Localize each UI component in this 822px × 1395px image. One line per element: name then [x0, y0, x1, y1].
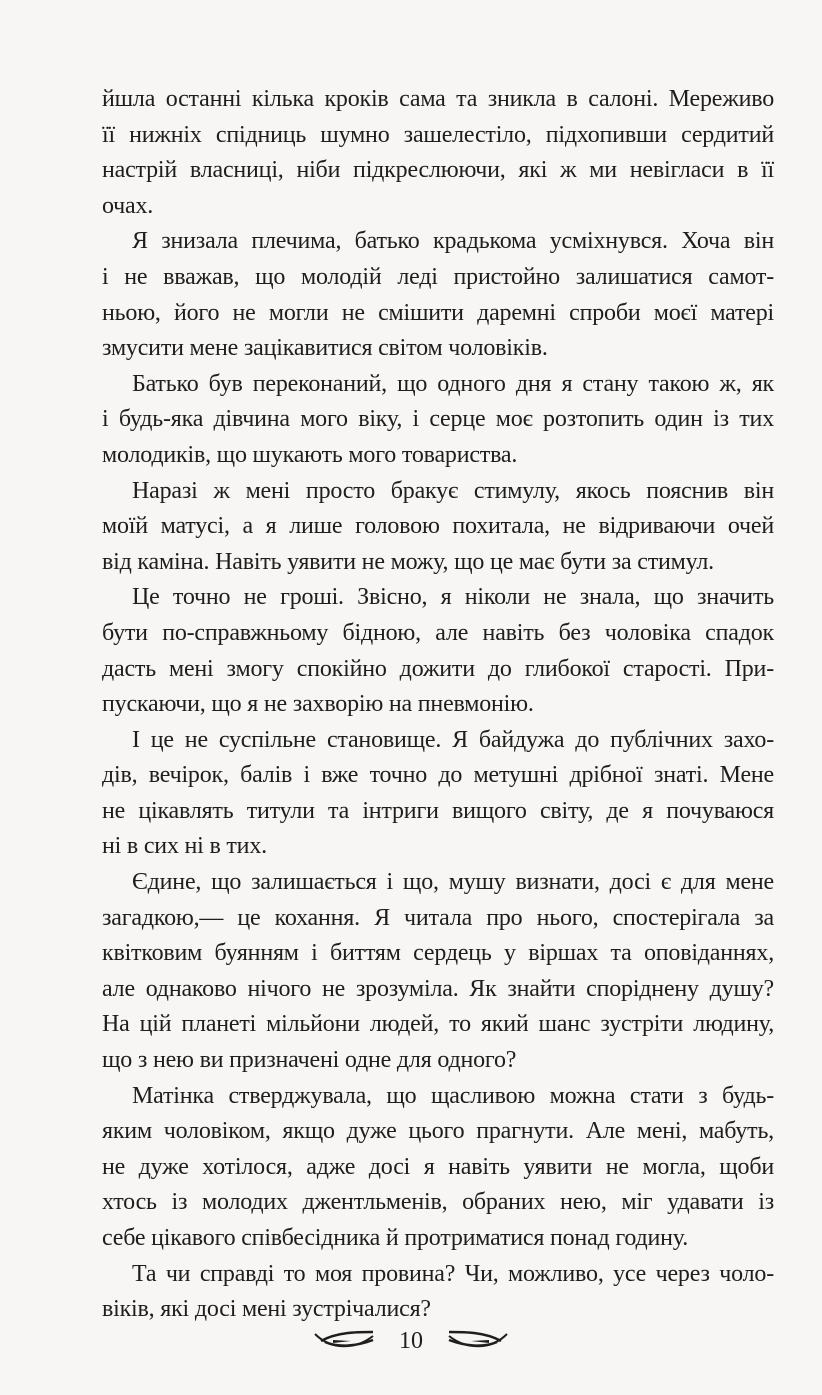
paragraph — [102, 224, 774, 366]
text-line: Це точно не гроші. Звісно, я ніколи не знала, що значить — [132, 584, 774, 611]
text-line: віків, які досі мені зустрічалися? — [102, 1296, 431, 1323]
text-line: хтось із молодих джентльменів, обраних нею, міг удавати із — [102, 1189, 774, 1216]
text-line: її нижніх спідниць шумно зашелестіло, підхопивши сердитий — [102, 121, 774, 148]
text-line: що з нею ви призначені одне для одного? — [102, 1047, 517, 1074]
page-number: 10 — [399, 1327, 423, 1354]
text-line: яким чоловіком, якщо дуже цього прагнути. Але мені, мабуть, — [102, 1118, 774, 1145]
text-line: пускаючи, що я не захворію на пневмонію. — [102, 691, 534, 718]
text-line: себе цікавого співбесідника й протриматися понад годину. — [102, 1225, 688, 1251]
right-flourish-ornament-icon — [445, 1328, 511, 1354]
paragraph — [102, 1079, 774, 1257]
text-line: ньою, його не могли не смішити даремні спроби моєї матері — [102, 299, 774, 326]
left-flourish-ornament-icon — [311, 1328, 377, 1354]
text-line: очах. — [102, 192, 154, 219]
text-line: від каміна. Навіть уявити не можу, що це має бути за стимул. — [102, 548, 714, 575]
paragraph — [102, 1257, 774, 1328]
text-line: Матінка стверджувала, що щасливою можна стати з будь- — [132, 1082, 774, 1109]
text-line: На цій планеті мільйони людей, то який шанс зустріти людину, — [102, 1011, 774, 1038]
paragraph — [102, 367, 774, 474]
text-line: не дуже хотілося, адже досі я навіть уявити не могла, щоби — [102, 1153, 774, 1180]
paragraph — [102, 580, 774, 722]
text-line: йшла останні кілька кроків сама та зникла в салоні. Мереживо — [102, 86, 774, 112]
page-body-text — [102, 82, 774, 1328]
paragraph — [102, 82, 774, 224]
text-line: Наразі ж мені просто бракує стимулу, якось пояснив він — [132, 477, 774, 504]
text-line: дів, вечірок, балів і вже точно до метушні дрібної знаті. Мене — [102, 762, 774, 789]
text-line: квітковим буянням і биттям сердець у віршах та оповіданнях, — [102, 940, 774, 967]
text-line: ні в сих ні в тих. — [102, 833, 267, 860]
text-line: настрій власниці, ніби підкреслюючи, які ж ми невігласи в її — [102, 157, 774, 184]
text-line: загадкою,— це кохання. Я читала про нього, спостерігала за — [102, 904, 774, 931]
text-line: моїй матусі, а я лише головою похитала, не відриваючи очей — [102, 513, 774, 540]
text-line: Єдине, що залишається і що, мушу визнати, досі є для мене — [132, 869, 774, 896]
text-line: бути по-справжньому бідною, але навіть без чоловіка спадок — [102, 619, 774, 646]
text-line: змусити мене зацікавитися світом чоловіків. — [102, 335, 548, 362]
text-line: і не вважав, що молодій леді пристойно залишатися самот- — [102, 263, 774, 290]
text-line: не цікавлять титули та інтриги вищого світу, де я почуваюся — [102, 797, 774, 824]
text-line: Батько був переконаний, що одного дня я стану такою ж, як — [132, 370, 774, 397]
paragraph — [102, 723, 774, 865]
page-footer — [0, 1328, 822, 1395]
text-line: але однаково нічого не зрозуміла. Як знайти споріднену душу? — [102, 975, 774, 1002]
text-line: Я знизала плечима, батько крадькома усміхнувся. Хоча він — [132, 228, 774, 255]
text-line: Та чи справді то моя провина? Чи, можливо, усе через чоло- — [132, 1260, 774, 1287]
text-line: молодиків, що шукають мого товариства. — [102, 441, 518, 468]
paragraph — [102, 865, 774, 1079]
text-line: дасть мені змогу спокійно дожити до глибокої старості. При- — [102, 655, 774, 682]
text-line: і будь-яка дівчина мого віку, і серце моє розтопить один із тих — [102, 406, 774, 433]
paragraph — [102, 474, 774, 581]
text-line: І це не суспільне становище. Я байдужа до публічних захо- — [132, 726, 774, 753]
